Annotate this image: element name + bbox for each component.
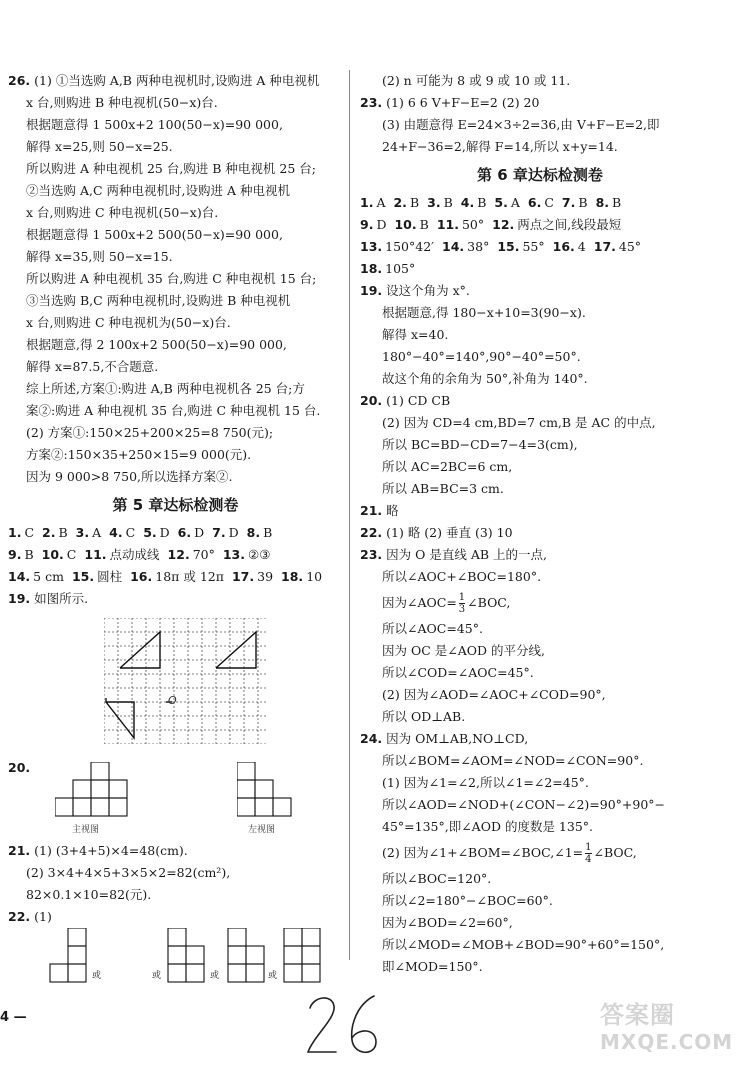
answer-value: B bbox=[612, 195, 622, 210]
answer-number: 12. bbox=[167, 547, 190, 562]
answer-number: 10. bbox=[394, 217, 417, 232]
question-number: 20. bbox=[8, 760, 31, 775]
answer-item bbox=[394, 214, 428, 236]
ch6-q23-text-3 bbox=[360, 588, 720, 618]
answer-item bbox=[84, 544, 159, 566]
left-view-caption: 左视图 bbox=[248, 825, 276, 835]
fraction-numerator: 1 bbox=[458, 592, 466, 603]
answer-item bbox=[76, 522, 101, 544]
answer-number: 13. bbox=[360, 239, 383, 254]
ch5-q19-line bbox=[8, 588, 343, 610]
ch5-answers-row-2 bbox=[8, 544, 343, 566]
answer-value: A bbox=[92, 525, 102, 540]
answer-item bbox=[42, 522, 68, 544]
question-number: 19. bbox=[8, 591, 31, 606]
front-view-caption: 主视图 bbox=[72, 825, 100, 835]
ch6-q24-text-4: 所以∠AOD=∠NOD+(∠CON−∠2)=90°+90°− bbox=[382, 797, 666, 812]
q26-line-14: 解得 x=87.5,不合题意. bbox=[26, 359, 159, 374]
n-values-line: (2) n 可能为 8 或 9 或 10 或 11. bbox=[382, 73, 571, 88]
answer-item bbox=[360, 236, 434, 258]
q26-text-1: (1) ①当选购 A,B 两种电视机时,设购进 A 种电视机 bbox=[34, 73, 320, 88]
fraction-denominator: 4 bbox=[585, 854, 592, 865]
answer-item bbox=[427, 192, 453, 214]
ch6-q19-text-2: 根据题意,得 180−x+10=3(90−x). bbox=[382, 305, 586, 320]
answer-value: D bbox=[194, 525, 205, 540]
ch6-q24-text-6 bbox=[360, 838, 720, 868]
answer-number: 14. bbox=[8, 569, 31, 584]
answer-number: 10. bbox=[41, 547, 64, 562]
ch6-q24-text-11: 即∠MOD=150°. bbox=[382, 959, 483, 974]
q22-text: (1) bbox=[34, 909, 52, 924]
answer-item bbox=[492, 214, 621, 236]
q26-line-19: 因为 9 000>8 750,所以选择方案②. bbox=[26, 469, 233, 484]
answer-value: 39 bbox=[257, 569, 274, 584]
answer-value: 50° bbox=[461, 217, 485, 232]
ch6-q23-text-6: 所以∠COD=∠AOC=45°. bbox=[382, 665, 534, 680]
answer-item bbox=[494, 192, 519, 214]
question-number: 21. bbox=[8, 843, 31, 858]
ch6-q19-text-1: 设这个角为 x°. bbox=[386, 283, 470, 298]
question-number: 19. bbox=[360, 283, 383, 298]
chapter-6-heading: 第 6 章达标检测卷 bbox=[477, 166, 603, 184]
ch6-q24-text-9: 因为∠BOD=∠2=60°, bbox=[382, 915, 513, 930]
answer-number: 14. bbox=[442, 239, 465, 254]
answer-value: C bbox=[24, 525, 35, 540]
answer-value: 5 cm bbox=[33, 569, 64, 584]
ch6-q19-text-4: 180°−40°=140°,90°−40°=50°. bbox=[382, 349, 581, 364]
ch6-q24-text-8: 所以∠2=180°−∠BOC=60°. bbox=[382, 893, 553, 908]
answer-value: B bbox=[409, 195, 420, 210]
column-divider bbox=[349, 70, 350, 960]
answer-value: B bbox=[24, 547, 34, 562]
ch5-answers-row-1 bbox=[8, 522, 343, 544]
answer-number: 16. bbox=[552, 239, 575, 254]
answer-number: 3. bbox=[75, 525, 90, 540]
answer-number: 11. bbox=[436, 217, 459, 232]
answer-number: 8. bbox=[595, 195, 610, 210]
answer-value: 10 bbox=[306, 569, 323, 584]
or-label: 或 bbox=[152, 971, 162, 981]
answer-item bbox=[232, 566, 273, 588]
ch6-q23-text-7: (2) 因为∠AOD=∠AOC+∠COD=90°, bbox=[382, 687, 606, 702]
q26-line-11: ③当选购 B,C 两种电视机时,设购进 B 种电视机 bbox=[26, 293, 291, 308]
q26-line-8: 根据题意得 1 500x+2 500(50−x)=90 000, bbox=[26, 227, 283, 242]
answer-value: 点动成线 bbox=[109, 547, 160, 562]
answer-value: A bbox=[376, 195, 386, 210]
answer-number: 16. bbox=[130, 569, 153, 584]
q22-views-figure bbox=[48, 928, 328, 984]
answer-value: B bbox=[477, 195, 487, 210]
answer-item bbox=[360, 214, 386, 236]
answer-number: 11. bbox=[84, 547, 107, 562]
answer-item bbox=[281, 566, 322, 588]
q26-line-7: x 台,则购进 C 种电视机(50−x)台. bbox=[26, 205, 219, 220]
watermark-line-2: MXQE.COM bbox=[600, 1030, 734, 1054]
q24-l6-part-a: (2) 因为∠1+∠BOM=∠BOC,∠1= bbox=[382, 845, 584, 860]
answer-number: 4. bbox=[460, 195, 475, 210]
q19-text: 如图所示. bbox=[34, 591, 89, 606]
right-column bbox=[360, 70, 720, 978]
fraction-denominator: 3 bbox=[458, 604, 466, 615]
answer-number: 5. bbox=[143, 525, 157, 540]
ch6-q22-text: (1) 略 (2) 垂直 (3) 10 bbox=[386, 525, 513, 540]
fraction bbox=[585, 842, 591, 865]
q20-left-view bbox=[237, 762, 295, 818]
answer-item bbox=[212, 522, 238, 544]
ch6-q23-text-5: 因为 OC 是∠AOD 的平分线, bbox=[382, 643, 545, 658]
ch6-q19-text-5: 故这个角的余角为 50°,补角为 140°. bbox=[382, 371, 588, 386]
ch6-q24-text-5: 45°=135°,即∠AOD 的度数是 135°. bbox=[382, 819, 594, 834]
answer-item bbox=[8, 544, 34, 566]
ch6-q20-text-3: 所以 BC=BD−CD=7−4=3(cm), bbox=[382, 437, 578, 452]
answer-item bbox=[596, 192, 622, 214]
ch5-q21 bbox=[8, 840, 343, 928]
answer-number: 18. bbox=[281, 569, 304, 584]
or-label: 或 bbox=[92, 971, 102, 981]
answer-value: 55° bbox=[522, 239, 545, 254]
answer-value: D bbox=[228, 525, 239, 540]
point-o-label: O bbox=[168, 694, 177, 707]
question-number: 22. bbox=[8, 909, 31, 924]
q26-line-4: 解得 x=25,则 50−x=25. bbox=[26, 139, 173, 154]
question-number: 21. bbox=[360, 503, 383, 518]
answer-number: 8. bbox=[246, 525, 261, 540]
answer-number: 3. bbox=[427, 195, 441, 210]
answer-value: 38° bbox=[467, 239, 490, 254]
answer-value: C bbox=[66, 547, 77, 562]
answer-number: 9. bbox=[8, 547, 22, 562]
answer-value: 150°42′ bbox=[385, 239, 435, 254]
answer-item bbox=[437, 214, 484, 236]
q26-line-13: 根据题意,得 2 100x+2 500(50−x)=90 000, bbox=[26, 337, 287, 352]
answer-number: 1. bbox=[8, 525, 22, 540]
answer-value: 105° bbox=[385, 261, 416, 276]
ch5-q20-line bbox=[8, 757, 48, 779]
page-number-dash: — bbox=[13, 1010, 27, 1025]
answer-item bbox=[8, 566, 64, 588]
fraction bbox=[459, 592, 465, 615]
answer-item bbox=[360, 258, 415, 280]
answer-item bbox=[42, 544, 77, 566]
answer-number: 9. bbox=[360, 217, 374, 232]
q26-line-5: 所以购进 A 种电视机 25 台,购进 B 种电视机 25 台; bbox=[26, 161, 316, 176]
ch6-q23-text-8: 所以 OD⊥AB. bbox=[382, 709, 466, 724]
answer-number: 5. bbox=[494, 195, 508, 210]
answer-value: B bbox=[443, 195, 453, 210]
or-label: 或 bbox=[210, 971, 220, 981]
ch6-q21-text: 略 bbox=[386, 503, 399, 518]
q21-text-1: (1) (3+4+5)×4=48(cm). bbox=[34, 843, 188, 858]
answer-number: 17. bbox=[231, 569, 255, 584]
ch6-q19-text-3: 解得 x=40. bbox=[382, 327, 449, 342]
q26-line-9: 解得 x=35,则 50−x=15. bbox=[26, 249, 173, 264]
question-number: 24. bbox=[360, 731, 383, 746]
answer-item bbox=[553, 236, 586, 258]
q23-l3-part-a: 因为∠AOC= bbox=[382, 595, 457, 610]
q26-line-1 bbox=[8, 70, 343, 92]
q23-text-3: 24+F−36=2,解得 F=14,所以 x+y=14. bbox=[382, 139, 618, 154]
answer-item bbox=[8, 522, 34, 544]
answer-number: 15. bbox=[497, 239, 520, 254]
ch6-q24-text-3: (1) 因为∠1=∠2,所以∠1=∠2=45°. bbox=[382, 775, 589, 790]
ch5-answers-row-3 bbox=[8, 566, 343, 588]
answer-item bbox=[393, 192, 419, 214]
answer-value: 70° bbox=[192, 547, 215, 562]
answer-number: 1. bbox=[360, 195, 374, 210]
answer-number: 18. bbox=[360, 261, 383, 276]
q26-line-6: ②当选购 A,C 两种电视机时,设购进 A 种电视机 bbox=[26, 183, 290, 198]
answer-item bbox=[178, 522, 204, 544]
q24-l6-part-b: ∠BOC, bbox=[593, 845, 637, 860]
q23-l3-part-b: ∠BOC, bbox=[467, 595, 511, 610]
watermark bbox=[600, 995, 750, 1065]
ch6-answers-row-2 bbox=[360, 214, 720, 236]
answer-item bbox=[562, 192, 588, 214]
answer-item bbox=[461, 192, 487, 214]
ch6-q20-text-2: (2) 因为 CD=4 cm,BD=7 cm,B 是 AC 的中点, bbox=[382, 415, 656, 430]
q26-line-10: 所以购进 A 种电视机 35 台,购进 C 种电视机 15 台; bbox=[26, 271, 317, 286]
answer-value: A bbox=[510, 195, 520, 210]
answer-item bbox=[130, 566, 224, 588]
answer-item bbox=[360, 192, 385, 214]
q26-line-18: 方案②:150×35+250×15=9 000(元). bbox=[26, 447, 252, 462]
answer-number: 15. bbox=[71, 569, 95, 584]
ch6-answers-row-1 bbox=[360, 192, 720, 214]
question-number: 22. bbox=[360, 525, 383, 540]
answer-value: B bbox=[263, 525, 273, 540]
answer-number: 7. bbox=[212, 525, 226, 540]
q19-grid-figure bbox=[104, 618, 268, 744]
answer-value: B bbox=[419, 217, 429, 232]
answer-item bbox=[109, 522, 135, 544]
answer-item bbox=[442, 236, 489, 258]
answer-value: C bbox=[125, 525, 136, 540]
page-number bbox=[0, 1010, 27, 1025]
answer-value: 4 bbox=[577, 239, 586, 254]
answer-number: 6. bbox=[527, 195, 542, 210]
answer-item bbox=[247, 522, 273, 544]
left-column bbox=[8, 70, 343, 610]
chapter-5-heading: 第 5 章达标检测卷 bbox=[112, 496, 239, 514]
answer-number: 4. bbox=[109, 525, 123, 540]
ch6-q24-text-10: 所以∠MOD=∠MOB+∠BOD=90°+60°=150°, bbox=[382, 937, 665, 952]
ch6-q20-text-4: 所以 AC=2BC=6 cm, bbox=[382, 459, 513, 474]
answer-value: 18π 或 12π bbox=[155, 569, 224, 584]
ch6-q23-text-1: 因为 O 是直线 AB 上的一点, bbox=[386, 547, 547, 562]
answer-item bbox=[497, 236, 544, 258]
question-number: 23. bbox=[360, 95, 383, 110]
question-number: 23. bbox=[360, 547, 383, 562]
answer-value: B bbox=[578, 195, 588, 210]
answer-number: 2. bbox=[42, 525, 56, 540]
ch6-answers-row-4 bbox=[360, 258, 720, 280]
handwritten-26-drawing bbox=[300, 990, 390, 1060]
ch6-answers-row-3 bbox=[360, 236, 720, 258]
or-label: 或 bbox=[268, 971, 278, 981]
q26-line-16: 案②:购进 A 种电视机 35 台,购进 C 种电视机 15 台. bbox=[26, 403, 321, 418]
answer-item bbox=[594, 236, 641, 258]
q26-line-15: 综上所述,方案①:购进 A,B 两种电视机各 25 台;方 bbox=[26, 381, 305, 396]
answer-number: 6. bbox=[177, 525, 192, 540]
answer-value: ②③ bbox=[248, 547, 271, 562]
ch6-q20-text-1: (1) CD CB bbox=[386, 393, 451, 408]
q26-line-12: x 台,则购进 C 种电视机为(50−x)台. bbox=[26, 315, 231, 330]
answer-number: 7. bbox=[561, 195, 576, 210]
answer-value: 两点之间,线段最短 bbox=[517, 217, 622, 232]
answer-number: 2. bbox=[393, 195, 407, 210]
q21-text-3: 82×0.1×10=82(元). bbox=[26, 887, 152, 902]
answer-value: C bbox=[544, 195, 554, 210]
answer-number: 13. bbox=[222, 547, 246, 562]
question-number: 20. bbox=[360, 393, 383, 408]
page-number-value: 4 bbox=[0, 1010, 10, 1025]
ch6-q23-text-4: 所以∠AOC=45°. bbox=[382, 621, 483, 636]
watermark-line-1: 答案圈 bbox=[600, 1001, 675, 1029]
answer-number: 12. bbox=[492, 217, 515, 232]
answer-value: 圆柱 bbox=[97, 569, 123, 584]
answer-value: 45° bbox=[618, 239, 642, 254]
ch6-q20-text-5: 所以 AB=BC=3 cm. bbox=[382, 481, 504, 496]
q23-text-1: (1) 6 6 V+F−E=2 (2) 20 bbox=[386, 95, 540, 110]
q20-front-view bbox=[55, 762, 131, 818]
ch6-q24-text-2: 所以∠BOM=∠AOM=∠NOD=∠CON=90°. bbox=[382, 753, 644, 768]
answer-number: 17. bbox=[593, 239, 616, 254]
answer-item bbox=[168, 544, 215, 566]
answer-item bbox=[143, 522, 169, 544]
answer-item bbox=[528, 192, 554, 214]
answer-value: B bbox=[58, 525, 68, 540]
q26-line-3: 根据题意得 1 500x+2 100(50−x)=90 000, bbox=[26, 117, 283, 132]
q26-line-17: (2) 方案①:150×25+200×25=8 750(元); bbox=[26, 425, 274, 440]
q26-line-2: x 台,则购进 B 种电视机(50−x)台. bbox=[26, 95, 218, 110]
fraction-numerator: 1 bbox=[585, 842, 592, 853]
answer-item bbox=[223, 544, 271, 566]
ch6-q24-text-7: 所以∠BOC=120°. bbox=[382, 871, 492, 886]
question-number: 26. bbox=[8, 73, 31, 88]
answer-value: D bbox=[159, 525, 170, 540]
handwritten-page-number bbox=[300, 990, 390, 1060]
ch6-q23-text-2: 所以∠AOC+∠BOC=180°. bbox=[382, 569, 542, 584]
q23-text-2: (3) 由题意得 E=24×3÷2=36,由 V+F−E=2,即 bbox=[382, 117, 660, 132]
ch6-q24-text-1: 因为 OM⊥AB,NO⊥CD, bbox=[386, 731, 529, 746]
answer-item bbox=[72, 566, 122, 588]
answer-value: D bbox=[376, 217, 387, 232]
q21-text-2: (2) 3×4+4×5+3×5×2=82(cm²), bbox=[26, 865, 231, 880]
